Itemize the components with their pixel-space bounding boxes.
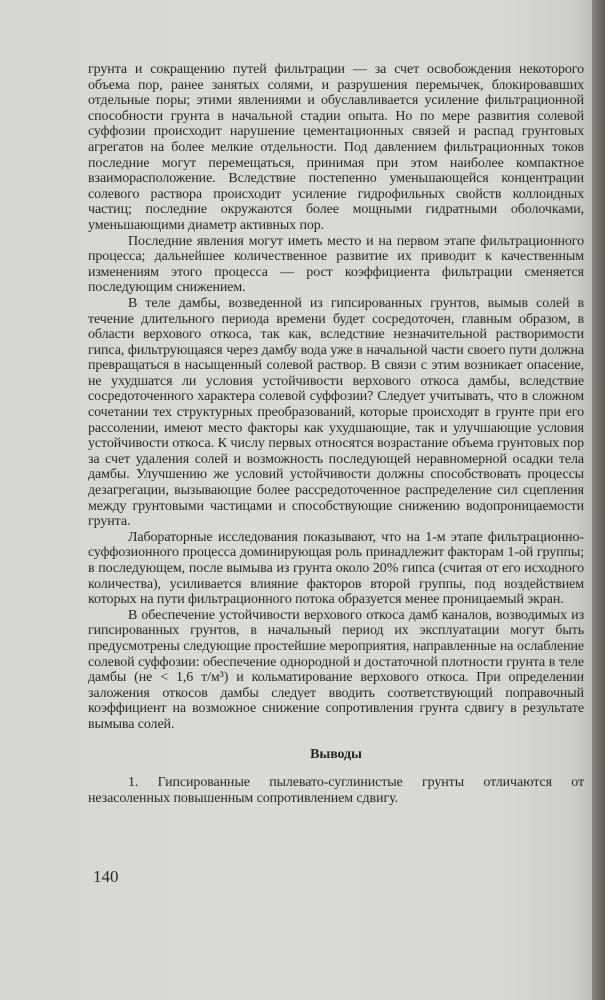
- body-text: [88, 62, 584, 806]
- paragraph-4: Лабораторные исследования показывают, что на 1-м этапе фильтрационно-суффозионного процесса доминирующая роль принадлежит факторам 1-ой группы; в последующем, после вымыва из грунта около 20% гипса (считая от его исходного количества), усиливается влияние факторов второй группы, под воздействием которых на пути фильтрационного потока образуется менее проницаемый экран.: [88, 529, 584, 608]
- paragraph-3: В теле дамбы, возведенной из гипсированных грунтов, вымыв солей в течение длительного периода времени будет сосредоточен, главным образом, в области верхового откоса, так как, вследствие незначительной растворимости гипса, фильтрующаяся через дамбу вода уже в начальной части своего пути должна превращаться в насыщенный солевой раствор. В связи с этим возникает опасение, не ухудшатся ли условия устойчивости верхового откоса дамбы, вследствие сосредоточенного характера солевой суффозии? Следует учитывать, что в сложном сочетании тех структурных преобразований, которые происходят в грунте при его рассолении, имеют место факторы как ухудшающие, так и улучшающие условия устойчивости откоса. К числу первых относятся возрастание объема грунтовых пор за счет удаления солей и возможность последующей неравномерной осадки тела дамбы. Улучшению же условий устойчивости должны способствовать процессы дезагрегации, вызывающие более рассредоточенное распределение сил сцепления между грунтовыми частицами и способствующие снижению водопроницаемости грунта.: [88, 295, 584, 530]
- paragraph-5: В обеспечение устойчивости верхового откоса дамб каналов, возводимых из гипсированных грунтов, в начальный период их эксплуатации могут быть предусмотрены следующие простейшие мероприятия, направленные на ослабление солевой суффозии: обеспечение однородной и достаточной плотности грунта в теле дамбы (не < 1,6 т/м³) и кольматирование верхового откоса. При определении заложения откосов дамбы следует вводить соответствующий поправочный коэффициент на возможное снижение сопротивления грунта сдвигу в результате вымыва солей.: [88, 607, 584, 732]
- paragraph-2: Последние явления могут иметь место и на первом этапе фильтрационного процесса; дальнейшее количественное развитие их приводит к качественным изменениям этого процесса — рост коэффициента фильтрации сменяется последующим снижением.: [88, 233, 584, 296]
- section-heading: Выводы: [310, 746, 362, 762]
- page-number: 140: [93, 867, 119, 886]
- paragraph-1: грунта и сокращению путей фильтрации — за счет освобождения некоторого объема пор, ранее занятых солями, и разрушения перемычек, блокировавших отдельные поры; этими явлениями и обуславливается усиление фильтрационной способности грунта в начальной стадии опыта. Но по мере развития солевой суффозии происходит нарушение цементационных связей и распад грунтовых агрегатов на более мелкие отдельности. Под давлением фильтрационных токов последние могут перемещаться, принимая при этом наиболее компактное взаиморасположение. Вследствие постепенно уменьшающейся концентрации солевого раствора происходит усиление гидрофильных свойств коллоидных частиц; последние окружаются более мощными гидратными оболочками, уменьшающими диаметр активных пор.: [88, 62, 584, 233]
- conclusion-item-1: 1. Гипсированные пылевато-суглинистые грунты отличаются от незасоленных повышенным сопротивлением сдвигу.: [88, 775, 584, 806]
- page-edge: [592, 0, 605, 1000]
